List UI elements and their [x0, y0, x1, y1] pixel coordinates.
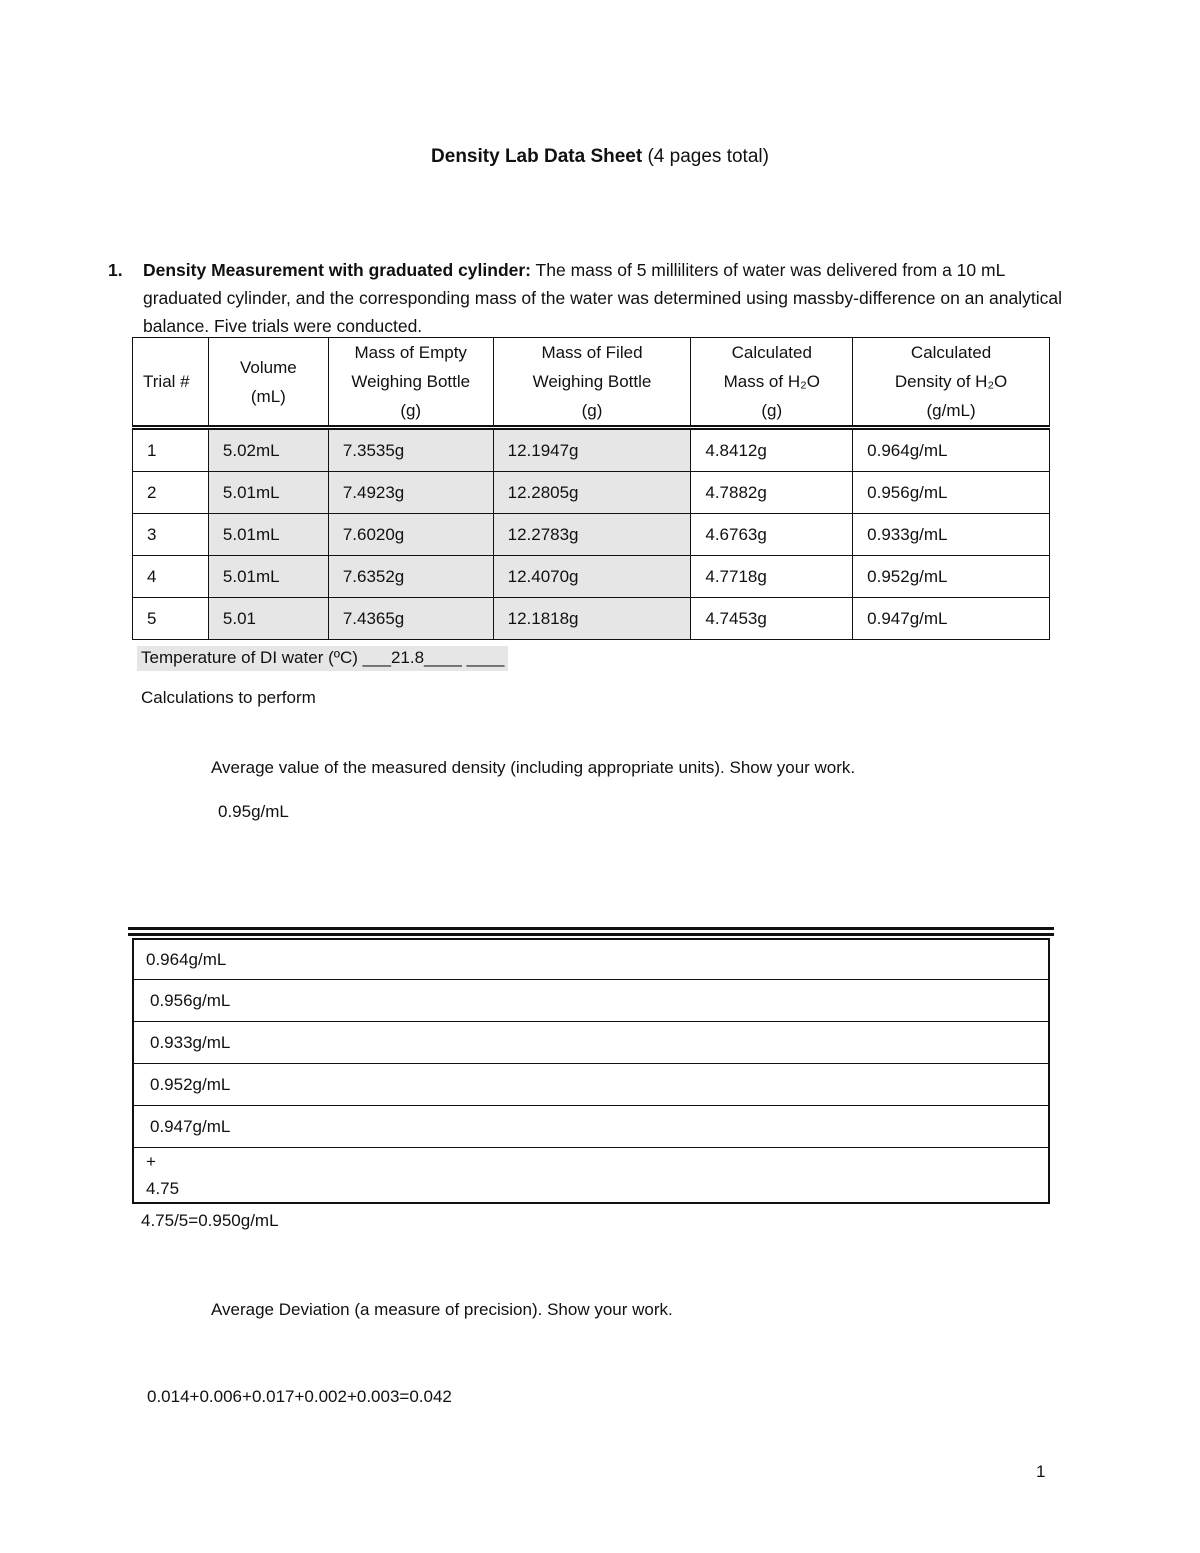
- header-line: Calculated: [731, 343, 812, 362]
- density-sum-table: [132, 938, 1050, 1204]
- header-line: (g): [400, 401, 422, 420]
- average-result: 4.75/5=0.950g/mL: [141, 1211, 279, 1230]
- column-header: [853, 338, 1050, 428]
- table-cell: 0.964g/mL: [853, 428, 1050, 472]
- title-bold: Density Lab Data Sheet: [431, 146, 643, 167]
- table-cell: 0.956g/mL: [853, 472, 1050, 514]
- table-cell: 12.2783g: [493, 514, 691, 556]
- sum-cell: [133, 1148, 1049, 1204]
- density-value: 0.933g/mL: [133, 1022, 1049, 1064]
- header-line: (g): [581, 401, 603, 420]
- header-line: Mass of Filed: [541, 343, 643, 362]
- list-item: [133, 980, 1049, 1022]
- table-cell: 5: [133, 598, 209, 640]
- table-row: [133, 556, 1050, 598]
- density-value: 0.952g/mL: [133, 1064, 1049, 1106]
- double-rule: [128, 927, 1054, 936]
- density-value: 0.947g/mL: [133, 1106, 1049, 1148]
- table-cell: 4.6763g: [691, 514, 853, 556]
- plus-sign: +: [146, 1152, 156, 1171]
- header-row: [133, 338, 1050, 428]
- title-suffix: (4 pages total): [642, 146, 769, 167]
- question-heading: Density Measurement with graduated cylinder:: [143, 260, 532, 280]
- trial-data-table: [132, 337, 1050, 640]
- header-line: Mass of H₂O: [723, 372, 820, 391]
- column-header: [691, 338, 853, 428]
- table-row: [133, 472, 1050, 514]
- table-cell: 0.952g/mL: [853, 556, 1050, 598]
- header-line: (g/mL): [926, 401, 976, 420]
- table-cell: 2: [133, 472, 209, 514]
- average-prompt: Average value of the measured density (including appropriate units). Show your work.: [211, 758, 856, 777]
- column-header: [493, 338, 691, 428]
- header-line: Mass of Empty: [354, 343, 467, 362]
- table-cell: 1: [133, 428, 209, 472]
- average-value: 0.95g/mL: [218, 802, 289, 821]
- header-line: (mL): [250, 386, 286, 406]
- table-cell: 3: [133, 514, 209, 556]
- column-header: [133, 338, 209, 428]
- table-cell: 0.947g/mL: [853, 598, 1050, 640]
- table-cell: 12.1818g: [493, 598, 691, 640]
- table-cell: 7.6020g: [328, 514, 493, 556]
- list-item: [133, 1064, 1049, 1106]
- table-cell: 4: [133, 556, 209, 598]
- table-cell: 12.2805g: [493, 472, 691, 514]
- header-line: Volume: [240, 357, 297, 377]
- sum-value: 4.75: [146, 1179, 180, 1198]
- table-cell: 0.933g/mL: [853, 514, 1050, 556]
- table-cell: 7.6352g: [328, 556, 493, 598]
- column-header: [328, 338, 493, 428]
- header-line: Density of H₂O: [894, 372, 1008, 391]
- density-value: 0.956g/mL: [133, 980, 1049, 1022]
- density-value: 0.964g/mL: [146, 949, 227, 969]
- table-cell: 4.7882g: [691, 472, 853, 514]
- deviation-prompt: Average Deviation (a measure of precision). Show your work.: [211, 1300, 673, 1319]
- question-1: [108, 256, 1068, 340]
- table-row: [133, 514, 1050, 556]
- table-cell: 12.1947g: [493, 428, 691, 472]
- table-cell: 4.8412g: [691, 428, 853, 472]
- table-cell: 7.3535g: [328, 428, 493, 472]
- header-line: Weighing Bottle: [532, 372, 652, 391]
- question-number: 1.: [108, 260, 123, 280]
- table-cell: 5.01mL: [208, 556, 328, 598]
- header-line: Weighing Bottle: [351, 372, 471, 391]
- table-cell: 7.4923g: [328, 472, 493, 514]
- sum-row: [133, 1148, 1049, 1204]
- list-item: [133, 939, 1049, 980]
- deviation-value: 0.014+0.006+0.017+0.002+0.003=0.042: [147, 1387, 452, 1406]
- table-cell: 5.01: [208, 598, 328, 640]
- list-item: [133, 1022, 1049, 1064]
- table-cell: 5.02mL: [208, 428, 328, 472]
- calculations-heading: Calculations to perform: [141, 688, 316, 707]
- column-header: [208, 338, 328, 428]
- page-number: 1: [1036, 1462, 1046, 1481]
- page-title: [0, 146, 1200, 168]
- table-cell: 4.7718g: [691, 556, 853, 598]
- table-cell: 7.4365g: [328, 598, 493, 640]
- header-line: (g): [761, 401, 783, 420]
- header-line: Calculated: [910, 343, 992, 362]
- table-cell: 12.4070g: [493, 556, 691, 598]
- table-cell: 4.7453g: [691, 598, 853, 640]
- question-body: The mass of 5 milliliters of water was delivered from a 10 mL graduated cylinder, and the corresponding mass of the water was determined using massby-difference on an analytical balance. Five trials were conducted.: [143, 260, 1062, 336]
- table-cell: 5.01mL: [208, 514, 328, 556]
- table-cell: 5.01mL: [208, 472, 328, 514]
- question-text: [143, 256, 1068, 340]
- list-item: [133, 1106, 1049, 1148]
- table-row: [133, 598, 1050, 640]
- temperature-line: Temperature of DI water (ºC) ___21.8____ ____: [137, 646, 508, 671]
- header-line: Trial #: [143, 372, 190, 391]
- table-row: [133, 428, 1050, 472]
